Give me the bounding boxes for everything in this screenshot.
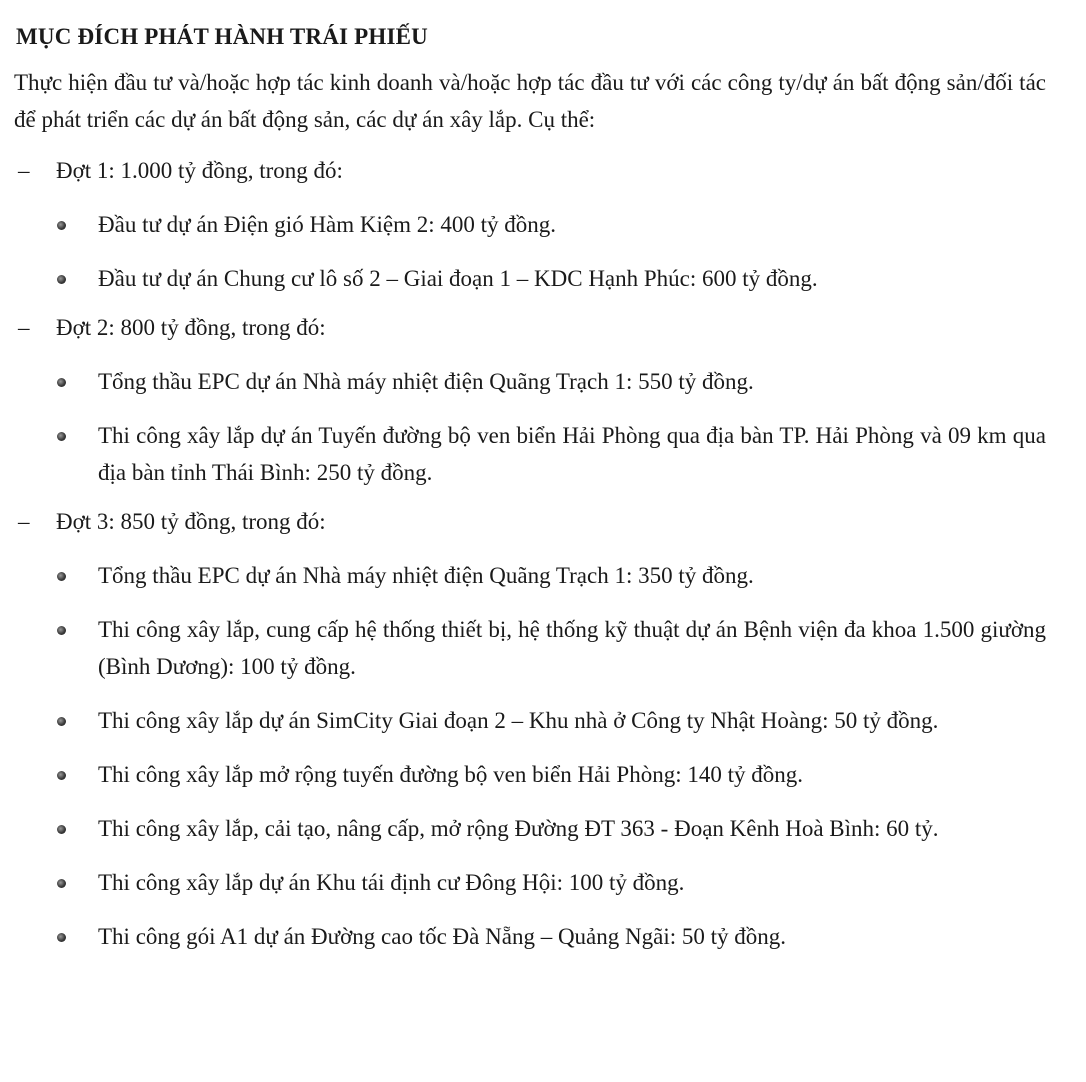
tranche-label: Đợt 1: 1.000 tỷ đồng, trong đó: [56,158,343,183]
list-item [14,260,1046,297]
list-item-text: Đầu tư dự án Điện gió Hàm Kiệm 2: 400 tỷ đồng. [98,212,557,237]
tranche-1 [14,152,1046,297]
tranche-heading [14,309,1046,346]
list-item [14,363,1046,400]
tranche-3 [14,503,1046,955]
list-item [14,702,1046,739]
list-item-text: Thi công xây lắp dự án Khu tái định cư Đông Hội: 100 tỷ đồng. [98,870,685,895]
list-item-text: Đầu tư dự án Chung cư lô số 2 – Giai đoạn 1 – KDC Hạnh Phúc: 600 tỷ đồng. [98,266,818,291]
allocation-list [14,206,1046,297]
list-item-text: Tổng thầu EPC dự án Nhà máy nhiệt điện Quãng Trạch 1: 350 tỷ đồng. [98,563,754,588]
list-item [14,810,1046,847]
list-item [14,206,1046,243]
bullet-icon [57,879,66,888]
list-item-text: Thi công xây lắp, cung cấp hệ thống thiết bị, hệ thống kỹ thuật dự án Bệnh viện đa khoa 1.500 giường (Bình Dương): 100 tỷ đồng. [98,617,1046,679]
list-item [14,557,1046,594]
bullet-icon [57,432,66,441]
allocation-list [14,363,1046,491]
intro-paragraph: Thực hiện đầu tư và/hoặc hợp tác kinh doanh và/hoặc hợp tác đầu tư với các công ty/dự án bất động sản/đối tác để phát triển các dự án bất động sản, các dự án xây lắp. Cụ thể: [14,70,1046,132]
list-item [14,417,1046,491]
list-item [14,611,1046,685]
tranche-label: Đợt 3: 850 tỷ đồng, trong đó: [56,509,326,534]
bullet-icon [57,626,66,635]
list-item [14,918,1046,955]
list-item-text: Thi công gói A1 dự án Đường cao tốc Đà Nẵng – Quảng Ngãi: 50 tỷ đồng. [98,924,787,949]
dash-marker: – [18,315,30,340]
bullet-icon [57,825,66,834]
bullet-icon [57,717,66,726]
bullet-icon [57,933,66,942]
allocation-list [14,557,1046,955]
list-item-text: Thi công xây lắp, cải tạo, nâng cấp, mở rộng Đường ĐT 363 - Đoạn Kênh Hoà Bình: 60 tỷ. [98,816,939,841]
tranche-heading [14,152,1046,189]
dash-marker: – [18,509,30,534]
bullet-icon [57,378,66,387]
tranche-label: Đợt 2: 800 tỷ đồng, trong đó: [56,315,326,340]
list-item [14,756,1046,793]
bullet-icon [57,275,66,284]
list-item-text: Thi công xây lắp dự án SimCity Giai đoạn 2 – Khu nhà ở Công ty Nhật Hoàng: 50 tỷ đồng. [98,708,939,733]
tranche-heading [14,503,1046,540]
bullet-icon [57,771,66,780]
section-title: MỤC ĐÍCH PHÁT HÀNH TRÁI PHIẾU [16,24,428,49]
list-item-text: Thi công xây lắp mở rộng tuyến đường bộ ven biển Hải Phòng: 140 tỷ đồng. [98,762,803,787]
list-item-text: Thi công xây lắp dự án Tuyến đường bộ ven biển Hải Phòng qua địa bàn TP. Hải Phòng và 09 km qua địa bàn tỉnh Thái Bình: 250 tỷ đồng. [98,423,1046,485]
bullet-icon [57,221,66,230]
tranche-list [14,152,1046,955]
dash-marker: – [18,158,30,183]
list-item [14,864,1046,901]
list-item-text: Tổng thầu EPC dự án Nhà máy nhiệt điện Quãng Trạch 1: 550 tỷ đồng. [98,369,754,394]
bullet-icon [57,572,66,581]
tranche-2 [14,309,1046,491]
